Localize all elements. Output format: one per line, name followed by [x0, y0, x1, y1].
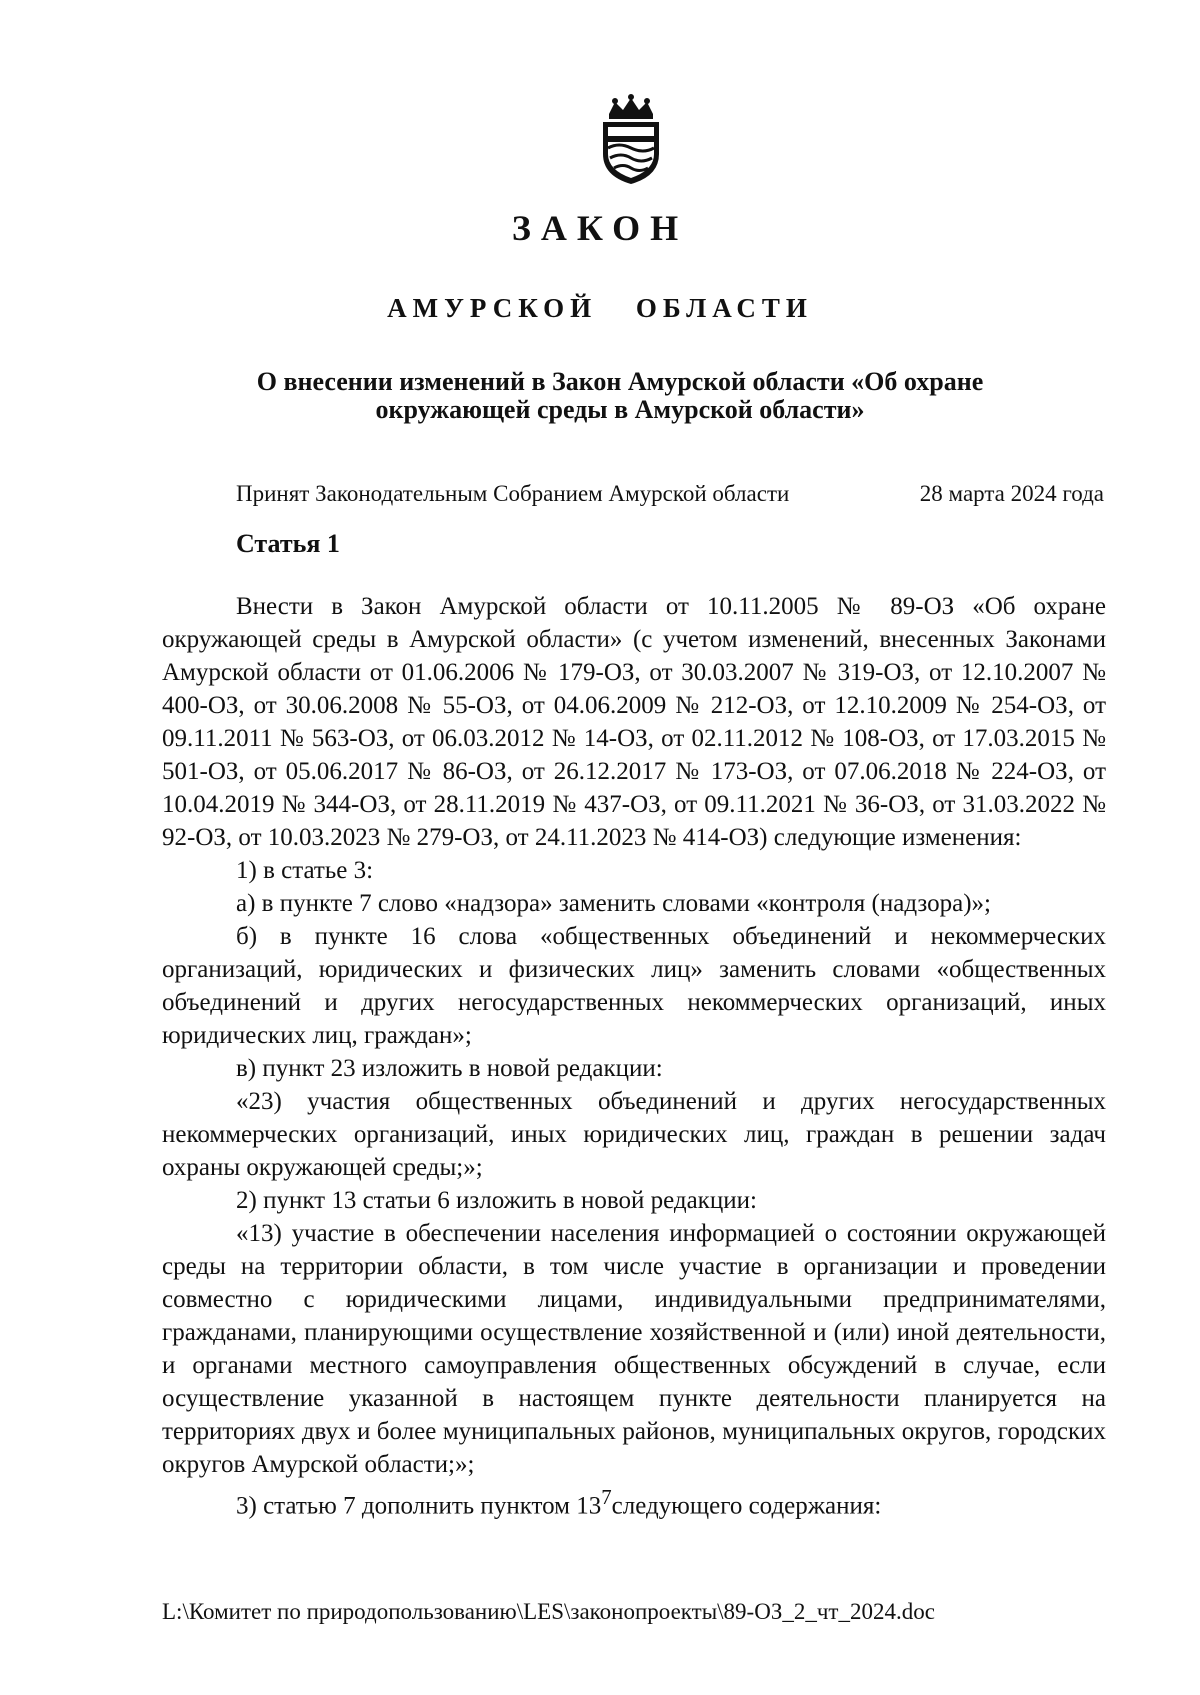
superscript-index: 7 [601, 1485, 612, 1509]
paragraph-last [162, 1481, 1106, 1522]
article-body [162, 590, 1106, 1522]
adopted-by: Принят Законодательным Собранием Амурской области [236, 481, 790, 506]
paragraph: а) в пункте 7 слово «надзора» заменить словами «контроля (надзора)»; [236, 890, 991, 917]
paragraph: 1) в статье 3: [236, 857, 374, 884]
paragraph-last-text-end: следующего содержания: [611, 1492, 882, 1520]
paragraph: в) пункт 23 изложить в новой редакции: [236, 1055, 663, 1082]
adoption-date: 28 марта 2024 года [919, 481, 1104, 506]
paragraph: «23) участия общественных объединений и других негосударственных некоммерческих организаций, иных юридических лиц, граждан в решении задач охраны окружающей среды;»; [162, 1088, 1106, 1181]
law-subject-line-2: окружающей среды в Амурской области» [375, 395, 865, 424]
amur-region-coat-of-arms-icon [595, 92, 667, 188]
paragraph-last-text: 3) статью 7 дополнить пунктом 13 [236, 1492, 602, 1520]
paragraph: Внести в Закон Амурской области от 10.11.2005 № 89-ОЗ «Об охране окружающей среды в Амурской области» (с учетом изменений, внесенных Законами Амурской области от 01.06.2006 № 179-ОЗ, от 30.03.2007 № 319-ОЗ, от 12.10.2007 № 400-ОЗ, от 30.06.2008 № 55-ОЗ, от 04.06.2009 № 212-ОЗ, от 12.10.2009 № 254-ОЗ, от 09.11.2011 № 563-ОЗ, от 06.03.2012 № 14-ОЗ, от 02.11.2012 № 108-ОЗ, от 17.03.2015 № 501-ОЗ, от 05.06.2017 № 86-ОЗ, от 26.12.2017 № 173-ОЗ, от 07.06.2018 № 224-ОЗ, от 10.04.2019 № 344-ОЗ, от 28.11.2019 № 437-ОЗ, от 09.11.2021 № 36-ОЗ, от 31.03.2022 № 92-ОЗ, от 10.03.2023 № 279-ОЗ, от 24.11.2023 № 414-ОЗ) следующие изменения: [162, 593, 1106, 851]
paragraph: б) в пункте 16 слова «общественных объединений и некоммерческих организаций, юридических и физических лиц» заменить словами «общественных объединений и других негосударственных некоммерческих организаций, иных юридических лиц, граждан»; [162, 923, 1106, 1049]
file-path-footer: L:\Комитет по природопользованию\LES\законопроекты\89-ОЗ_2_чт_2024.doc [162, 1599, 935, 1624]
article-heading: Статья 1 [236, 529, 340, 558]
paragraph: 2) пункт 13 статьи 6 изложить в новой редакции: [236, 1187, 757, 1214]
paragraph: «13) участие в обеспечении населения информацией о состоянии окружающей среды на территории области, в том числе участие в организации и проведении совместно с юридическими лицами, индивидуальными предпринимателями, гражданами, планирующими осуществление хозяйственной и (или) иной деятельности, и органами местного самоуправления общественных обсуждений в случае, если осуществление указанной в настоящем пункте деятельности планируется на территориях двух и более муниципальных районов, муниципальных округов, городских округов Амурской области;»; [162, 1220, 1106, 1478]
region-title: АМУРСКОЙ ОБЛАСТИ [387, 293, 813, 323]
law-title: ЗАКОН [511, 208, 689, 248]
law-subject-line-1: О внесении изменений в Закон Амурской области «Об охране [256, 367, 984, 396]
law-subject [160, 368, 1080, 424]
